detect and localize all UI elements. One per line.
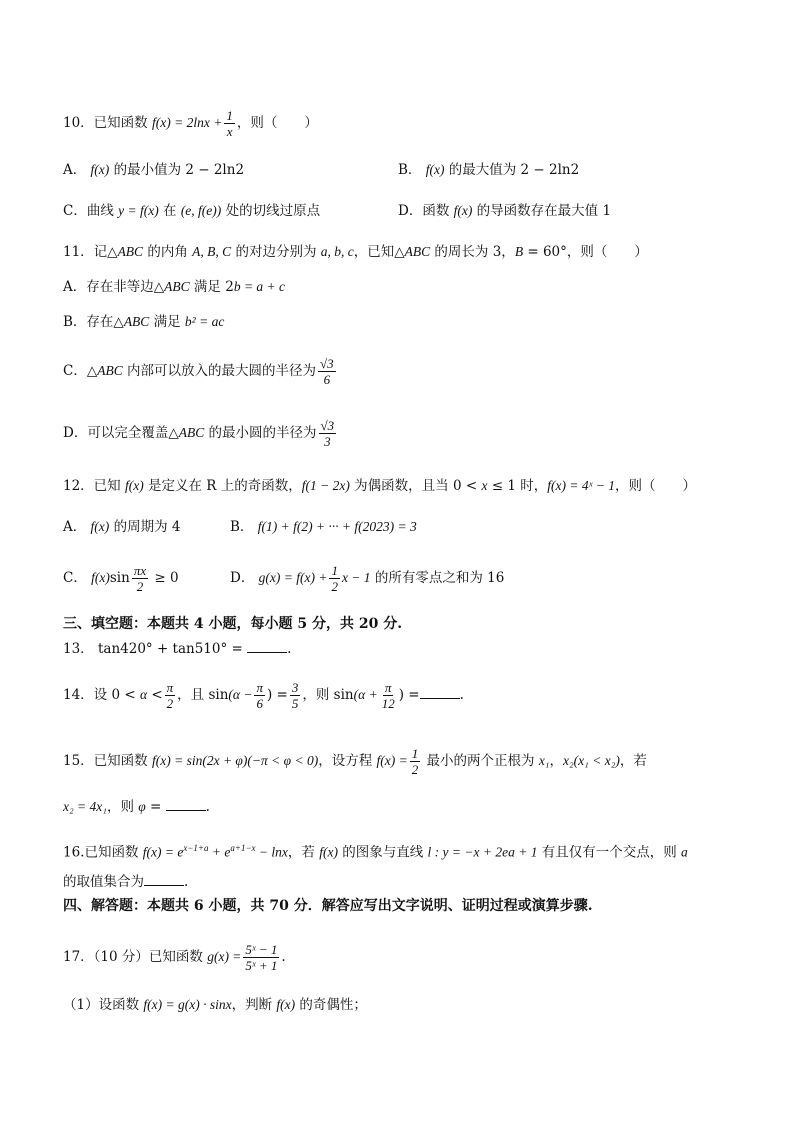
q12-d-fraction [329, 563, 340, 594]
q10-formula: f(x) = 2ln [151, 115, 204, 130]
q16-line2 [63, 873, 188, 891]
q11-a-t1: A．存在非等边△ [63, 279, 165, 295]
q10-stem [63, 108, 318, 139]
q11-c-m1: ABC [97, 363, 123, 378]
q16-line1 [63, 839, 688, 862]
q16-m2: + e [208, 844, 231, 860]
q14-frac2-num: π [256, 680, 263, 695]
q12-m2: f(1 − 2x) [301, 478, 350, 493]
q17-end: . [281, 949, 286, 965]
q10-fraction [224, 108, 235, 139]
q15-m1: f(x) = sin(2x + φ)(−π < φ < 0) [151, 753, 319, 768]
q14-end: . [459, 687, 464, 703]
q10-formula-b: x + [203, 115, 223, 130]
q12-d-den: 2 [331, 579, 338, 594]
q11-c-t2: 内部可以放入的最大圆的半径为 [122, 363, 317, 379]
q12-c-t1: C． [63, 570, 92, 586]
q14-m2: (α − [228, 687, 253, 702]
q10-option-d [398, 202, 611, 220]
q15-m4: x₂(x₁ < x₂) [563, 753, 620, 768]
q11-d-num: √3 [320, 418, 335, 433]
q14-frac4-num: π [384, 680, 392, 695]
q16-m5: f(x) [319, 844, 338, 860]
q12-t1: 12．已知 [63, 478, 125, 494]
q11-a-m1: ABC [164, 279, 190, 294]
q11-d-m1: ABC [178, 425, 205, 440]
q15-m3: x₁ [538, 753, 550, 768]
q11-c-t1: C．△ [63, 363, 98, 379]
section-solve-title: 四、解答题：本题共 6 小题，共 70 分．解答应写出文字说明、证明过程或演算步骤. [63, 898, 593, 914]
q11-a-t2: 满足 2 [189, 279, 234, 295]
q15-frac-num: 1 [411, 746, 419, 761]
q12-d-t1: D． [230, 570, 259, 586]
q16-m6: l : y = −x + 2ea + 1 [427, 844, 538, 860]
q17-p1-m1: f(x) = g(x) · sinx [143, 997, 232, 1012]
q17-p1-t3: 的奇偶性； [295, 997, 367, 1013]
q11-option-a [63, 278, 285, 296]
q10-option-a [63, 161, 244, 179]
q15-t6: ，则 [106, 799, 139, 815]
q10-text: 10．已知函数 [63, 115, 152, 131]
q17-t1: 17．（10 分）已知函数 [63, 949, 208, 965]
q10-frac-den: x [226, 124, 233, 139]
q11-option-d [63, 418, 338, 449]
q14-frac2-den: 6 [256, 696, 263, 711]
q10-a-text: 的最小值为 2 − 2ln2 [109, 162, 245, 178]
q11-t3: 的对边分别为 [231, 244, 321, 260]
q17-part1 [63, 996, 367, 1014]
q12-d-m2: x − 1 [341, 570, 371, 585]
q11-d-den: 3 [324, 434, 331, 449]
q12-m3: x [481, 478, 488, 493]
q12-d-t2: 的所有零点之和为 16 [370, 570, 505, 586]
q14-t3: ，且 sin [177, 687, 229, 703]
q10-a-math: f(x) [90, 162, 110, 177]
q12-t3: 为偶函数，且当 0 < [349, 478, 482, 494]
q13 [63, 640, 291, 658]
q16-t3: 的图象与直线 [337, 844, 428, 861]
q16-m4: x [281, 844, 288, 860]
q11-c-num: √3 [320, 356, 334, 371]
q15-line2 [63, 798, 210, 816]
q12-c-m1: f(x) [91, 570, 110, 585]
q10-b-label: B． [398, 162, 426, 178]
q11-d-t2: 的最小圆的半径为 [204, 425, 317, 441]
q12-b-t1: B． [230, 519, 258, 535]
q15-m6: φ [138, 799, 146, 814]
q12-option-d [230, 563, 504, 594]
q12-m1: f(x) [124, 478, 144, 493]
q12-t5: ，则（ ） [614, 478, 696, 494]
q10-tail: ，则（ ） [236, 115, 318, 131]
q11-m4: ABC [404, 244, 431, 259]
q14-frac3-num: 3 [291, 680, 299, 695]
q12-d-m1: g(x) = f(x) + [258, 570, 328, 585]
q11-option-b [63, 313, 224, 331]
q12-a-m1: f(x) [90, 519, 110, 534]
q10-d-text: 的导函数存在最大值 1 [472, 203, 612, 219]
q11-t2: 的内角 [143, 244, 193, 260]
q16-answer-blank [144, 873, 184, 886]
q14-t2: < [147, 687, 163, 703]
q17-frac-den: 5ˣ + 1 [245, 958, 278, 973]
q10-option-c [63, 202, 320, 220]
q12-a-t1: A． [63, 519, 91, 535]
q11-m1: ABC [117, 244, 144, 259]
q16-m7: a [681, 844, 688, 860]
q11-b-t2: 满足 [149, 314, 185, 330]
q15-end: . [205, 799, 210, 815]
q17-stem [63, 942, 286, 973]
q12-c-fraction [132, 563, 148, 594]
q11-a-m2: b = a + c [233, 279, 286, 294]
q15-t7: = [145, 799, 166, 815]
q13-end: . [287, 641, 292, 657]
q12-option-a [63, 518, 180, 536]
q11-b-m2: b² = ac [184, 314, 225, 329]
q15-t1: 15．已知函数 [63, 753, 152, 769]
q12-t4: ≤ 1 时， [487, 478, 548, 494]
q13-text: 13． tan420° + tan510° = [63, 641, 248, 657]
q14-frac4-den: 12 [381, 696, 395, 711]
q16-t1: 16.已知函数 [63, 844, 143, 861]
q10-d-label: D．函数 [398, 203, 454, 219]
q14-t5: ，则 sin [302, 687, 354, 703]
q10-option-b [398, 161, 579, 179]
q14-frac4 [380, 680, 397, 711]
q15-t2: ，设方程 [318, 753, 377, 769]
q11-b-m1: ABC [123, 314, 150, 329]
q14-t1: 14．设 0 < [63, 687, 140, 703]
q17-m1: g(x) = [207, 949, 242, 964]
q10-b-text: 的最大值为 2 − 2ln2 [444, 162, 580, 178]
q14-frac3 [290, 680, 301, 711]
q12-a-t2: 的周期为 4 [109, 519, 181, 535]
q10-c-math: y = f(x) [118, 203, 159, 218]
q17-p1-t2: ，判断 [231, 997, 277, 1013]
q15-frac-den: 2 [411, 762, 419, 777]
section-fill-in-title: 三、填空题：本题共 4 小题，每小题 5 分，共 20 分. [63, 616, 403, 632]
q17-p1-m2: f(x) [276, 997, 296, 1012]
q17-fraction [243, 942, 279, 973]
q16-m1: f(x) = e [142, 844, 184, 860]
q12-c-num: πx [133, 563, 147, 578]
q11-d-t1: D．可以完全覆盖△ [63, 425, 179, 441]
q12-d-num: 1 [331, 563, 338, 578]
q11-m3: a, b, c [320, 244, 354, 259]
q15-m2: f(x) = [376, 753, 408, 768]
q16-m3: − ln [255, 844, 282, 860]
q14-m1: α [139, 687, 148, 702]
q12-m4: f(x) = 4ˣ − 1 [547, 478, 615, 493]
q15-t5: ，若 [619, 753, 647, 769]
q15-t3: 最小的两个正根为 [422, 753, 539, 769]
q11-t1: 11．记△ [63, 244, 118, 260]
q16-end: . [184, 874, 189, 890]
q12-option-c [63, 563, 179, 594]
q16-sup1: x−1+a [183, 843, 209, 853]
q17-frac-num: 5ˣ − 1 [245, 942, 278, 957]
q11-m2: A, B, C [192, 244, 232, 259]
q14-frac1 [165, 680, 176, 711]
q10-c-text: 在 [158, 203, 181, 219]
q14-answer-blank [420, 686, 460, 699]
q11-stem [63, 243, 648, 261]
q10-c-point: (e, f(e)) [180, 203, 222, 218]
q12-t2: 是定义在 R 上的奇函数， [143, 478, 302, 494]
q12-stem [63, 477, 696, 495]
q15-m5: x₂ = 4x₁ [63, 799, 107, 814]
q14-frac2 [254, 680, 265, 711]
q11-t6: = 60°，则（ ） [523, 244, 648, 260]
q12-c-t3: ≥ 0 [150, 570, 179, 586]
q17-p1-t1: （1）设函数 [63, 997, 144, 1013]
q13-answer-blank [247, 640, 287, 653]
q16-t2: ，若 [287, 844, 320, 861]
q15-t4: ， [549, 753, 563, 769]
q14-frac1-num: π [166, 680, 174, 695]
q15-answer-blank [166, 798, 206, 811]
q15-line1 [63, 746, 647, 777]
q12-c-t2: sin [109, 570, 130, 586]
q11-t5: 的周长为 3， [430, 244, 515, 260]
q11-c-fraction [318, 356, 336, 387]
q11-option-c [63, 356, 338, 387]
q10-c-label: C．曲线 [63, 203, 119, 219]
q11-m5: B [514, 244, 524, 259]
q14-t6: ) = [398, 687, 420, 703]
q11-t4: ，已知△ [353, 244, 405, 260]
q10-a-label: A． [63, 162, 91, 178]
q15-fraction [410, 746, 421, 777]
q14-m3: (α + [353, 687, 378, 702]
q16-t5: 的取值集合为 [63, 874, 144, 890]
q11-d-fraction [319, 418, 337, 449]
q14 [63, 680, 464, 711]
q11-b-t1: B．存在△ [63, 314, 124, 330]
q14-frac1-den: 2 [166, 696, 174, 711]
q10-d-math: f(x) [453, 203, 473, 218]
q10-b-math: f(x) [425, 162, 445, 177]
q16-t4: 有且仅有一个交点，则 [537, 844, 682, 861]
q14-frac3-den: 5 [291, 696, 299, 711]
q11-c-den: 6 [323, 372, 331, 387]
q10-frac-num: 1 [226, 108, 233, 123]
q14-t4: ) = [267, 687, 288, 703]
q12-b-m1: f(1) + f(2) + ··· + f(2023) = 3 [257, 519, 417, 534]
q12-c-den: 2 [136, 579, 144, 594]
q12-option-b [230, 518, 417, 536]
q10-c-tail: 处的切线过原点 [221, 203, 321, 219]
q16-sup2: a+1−x [230, 843, 256, 853]
